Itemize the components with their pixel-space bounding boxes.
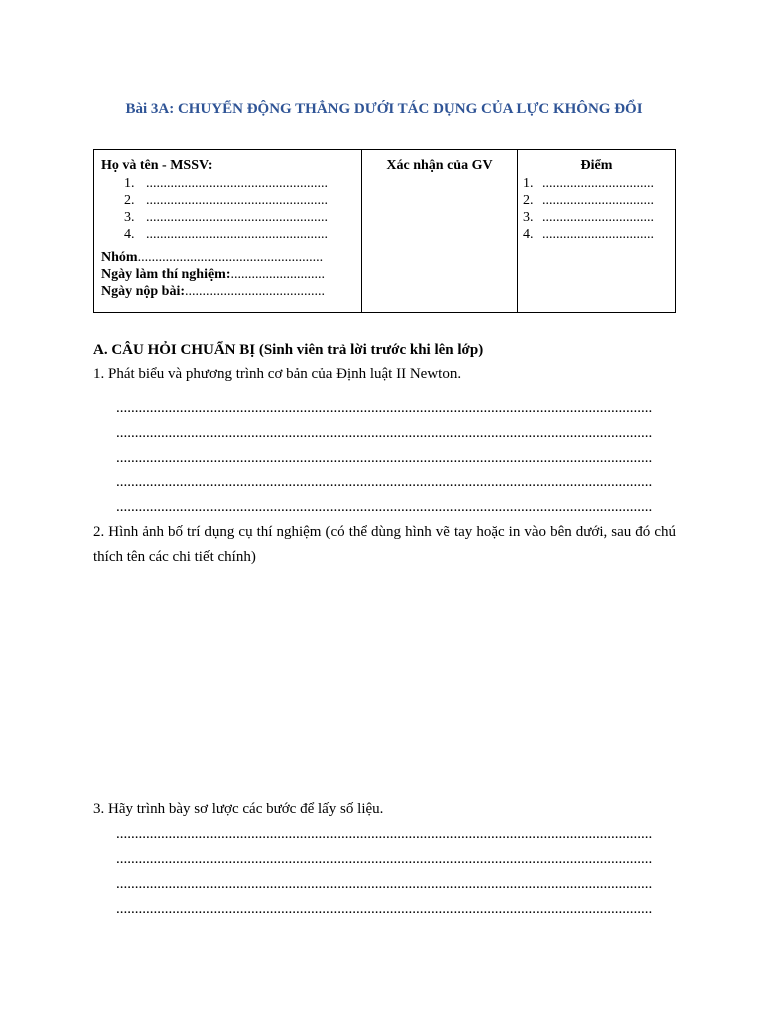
answer-line[interactable]: ............................................................................................................................................... bbox=[116, 826, 653, 842]
score-line-dots[interactable]: ................................ bbox=[542, 227, 654, 242]
teacher-cell bbox=[362, 150, 518, 313]
student-list bbox=[94, 175, 361, 243]
student-header: Họ và tên - MSSV: bbox=[101, 158, 213, 173]
group-dots[interactable]: ..................................................... bbox=[137, 250, 324, 265]
answer-line[interactable]: ............................................................................................................................................... bbox=[116, 876, 653, 892]
page-title: Bài 3A: CHUYỂN ĐỘNG THẲNG DƯỚI TÁC DỤNG CỦA LỰC KHÔNG ĐỔI bbox=[125, 101, 643, 117]
meta-block bbox=[94, 249, 361, 300]
submit-date-dots[interactable]: ........................................ bbox=[185, 284, 326, 299]
submit-date-label: Ngày nộp bài: bbox=[101, 284, 186, 299]
teacher-header: Xác nhận của GV bbox=[386, 158, 493, 173]
score-list bbox=[518, 175, 675, 243]
student-info-table bbox=[93, 149, 676, 313]
score-line bbox=[523, 226, 675, 243]
student-cell bbox=[94, 150, 362, 313]
student-line bbox=[124, 192, 361, 209]
group-label: Nhóm bbox=[101, 250, 138, 265]
student-line bbox=[124, 209, 361, 226]
student-line-number: 3. bbox=[124, 210, 135, 225]
experiment-date-label: Ngày làm thí nghiệm: bbox=[101, 267, 231, 282]
student-line bbox=[124, 226, 361, 243]
submit-date-row bbox=[101, 283, 361, 300]
score-line-dots[interactable]: ................................ bbox=[542, 176, 654, 191]
student-line-dots[interactable]: .................................................... bbox=[146, 210, 328, 225]
score-line-number: 4. bbox=[523, 227, 534, 242]
experiment-date-dots[interactable]: ........................... bbox=[230, 267, 325, 282]
section-a-heading: A. CÂU HỎI CHUẨN BỊ (Sinh viên trả lời trước khi lên lớp) bbox=[93, 342, 484, 358]
student-line-number: 1. bbox=[124, 176, 135, 191]
score-header: Điểm bbox=[580, 158, 613, 173]
answer-line[interactable]: ............................................................................................................................................... bbox=[116, 474, 653, 490]
question-2: 2. Hình ảnh bố trí dụng cụ thí nghiệm (có thể dùng hình vẽ tay hoặc in vào bên dưới, sau đó chú thích tên các chi tiết chính) bbox=[93, 524, 676, 565]
score-line bbox=[523, 192, 675, 209]
question-1: 1. Phát biểu và phương trình cơ bản của Định luật II Newton. bbox=[93, 366, 462, 382]
group-row bbox=[101, 249, 361, 266]
question-3: 3. Hãy trình bày sơ lược các bước để lấy số liệu. bbox=[93, 801, 384, 817]
score-line-dots[interactable]: ................................ bbox=[542, 193, 654, 208]
student-line bbox=[124, 175, 361, 192]
experiment-date-row bbox=[101, 266, 361, 283]
student-line-number: 4. bbox=[124, 227, 135, 242]
score-line bbox=[523, 209, 675, 226]
student-line-dots[interactable]: .................................................... bbox=[146, 227, 328, 242]
score-cell bbox=[518, 150, 676, 313]
answer-line[interactable]: ............................................................................................................................................... bbox=[116, 400, 653, 416]
score-line-number: 1. bbox=[523, 176, 534, 191]
score-line bbox=[523, 175, 675, 192]
answer-line[interactable]: ............................................................................................................................................... bbox=[116, 499, 653, 515]
answer-line[interactable]: ............................................................................................................................................... bbox=[116, 851, 653, 867]
answer-line[interactable]: ............................................................................................................................................... bbox=[116, 450, 653, 466]
score-line-dots[interactable]: ................................ bbox=[542, 210, 654, 225]
student-line-dots[interactable]: .................................................... bbox=[146, 193, 328, 208]
student-line-dots[interactable]: .................................................... bbox=[146, 176, 328, 191]
answer-line[interactable]: ............................................................................................................................................... bbox=[116, 425, 653, 441]
student-line-number: 2. bbox=[124, 193, 135, 208]
answer-line[interactable]: ............................................................................................................................................... bbox=[116, 901, 653, 917]
score-line-number: 2. bbox=[523, 193, 534, 208]
score-line-number: 3. bbox=[523, 210, 534, 225]
